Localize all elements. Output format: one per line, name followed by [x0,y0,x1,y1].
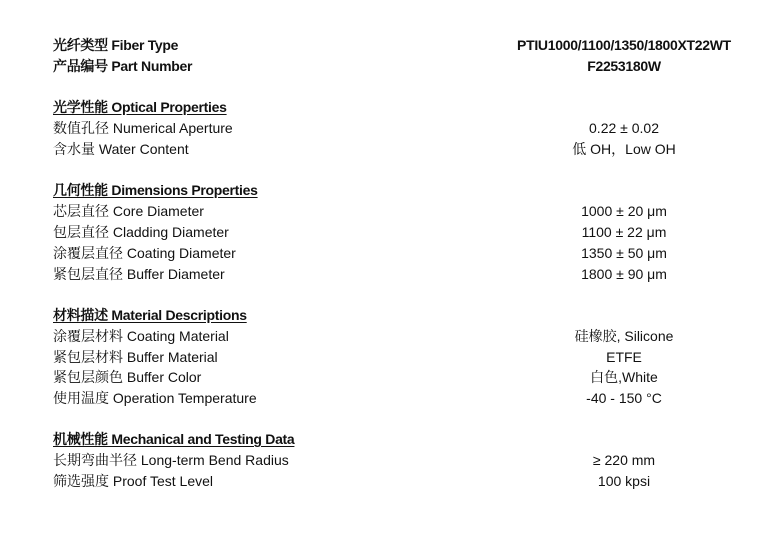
spec-label: 包层直径 Cladding Diameter [53,224,229,240]
spec-value: ETFE [606,349,642,365]
spec-label: 含水量 Water Content [53,141,189,157]
spec-label: 筛选强度 Proof Test Level [53,473,214,489]
spec-value: 低 OH，Low OH [572,141,676,157]
spec-value: 1100 ± 22 μm [581,224,667,240]
bend-radius-row [53,450,783,470]
operation-temperature-row [53,388,783,408]
spec-label: 使用温度 Operation Temperature [53,390,257,406]
spec-value: 白色,White [590,369,658,385]
spec-label: 长期弯曲半径 Long-term Bend Radius [53,452,289,468]
buffer-color-row [53,367,783,387]
spec-label: 紧包层直径 Buffer Diameter [53,266,225,282]
cladding-diameter-row [53,222,783,242]
proof-test-row [53,471,783,491]
water-content-row [53,139,783,159]
numerical-aperture-row [53,118,783,138]
material-descriptions-heading: 材料描述 Material Descriptions [53,307,247,323]
spec-label: 紧包层颜色 Buffer Color [53,369,202,385]
spec-value: 1800 ± 90 μm [581,266,667,282]
part-number-value: F2253180W [587,58,661,74]
fiber-type-value: PTIU1000/1100/1350/1800XT22WT [517,37,731,53]
spec-value: 100 kpsi [597,473,651,489]
fiber-type-label: 光纤类型 Fiber Type [53,37,179,53]
buffer-diameter-row [53,264,783,284]
part-number-row [53,56,783,76]
dimensions-properties-heading: 几何性能 Dimensions Properties [53,182,258,198]
spec-label: 涂覆层直径 Coating Diameter [53,245,236,261]
spec-label: 芯层直径 Core Diameter [53,203,204,219]
spec-value: ≥ 220 mm [592,452,656,468]
optical-properties-heading: 光学性能 Optical Properties [53,99,227,115]
spec-value: -40 - 150 °C [586,390,662,406]
spec-value: 硅橡胶, Silicone [574,328,674,344]
coating-diameter-row [53,243,783,263]
spec-label: 紧包层材料 Buffer Material [53,349,218,365]
spec-value: 1000 ± 20 μm [581,203,667,219]
core-diameter-row [53,201,783,221]
part-number-label: 产品编号 Part Number [53,58,193,74]
spec-label: 数值孔径 Numerical Aperture [53,120,233,136]
spec-value: 1350 ± 50 μm [581,245,667,261]
fiber-type-row [53,35,783,55]
spec-value: 0.22 ± 0.02 [589,120,659,136]
spec-label: 涂覆层材料 Coating Material [53,328,229,344]
mechanical-testing-heading: 机械性能 Mechanical and Testing Data [53,431,295,447]
buffer-material-row [53,347,783,367]
coating-material-row [53,326,783,346]
